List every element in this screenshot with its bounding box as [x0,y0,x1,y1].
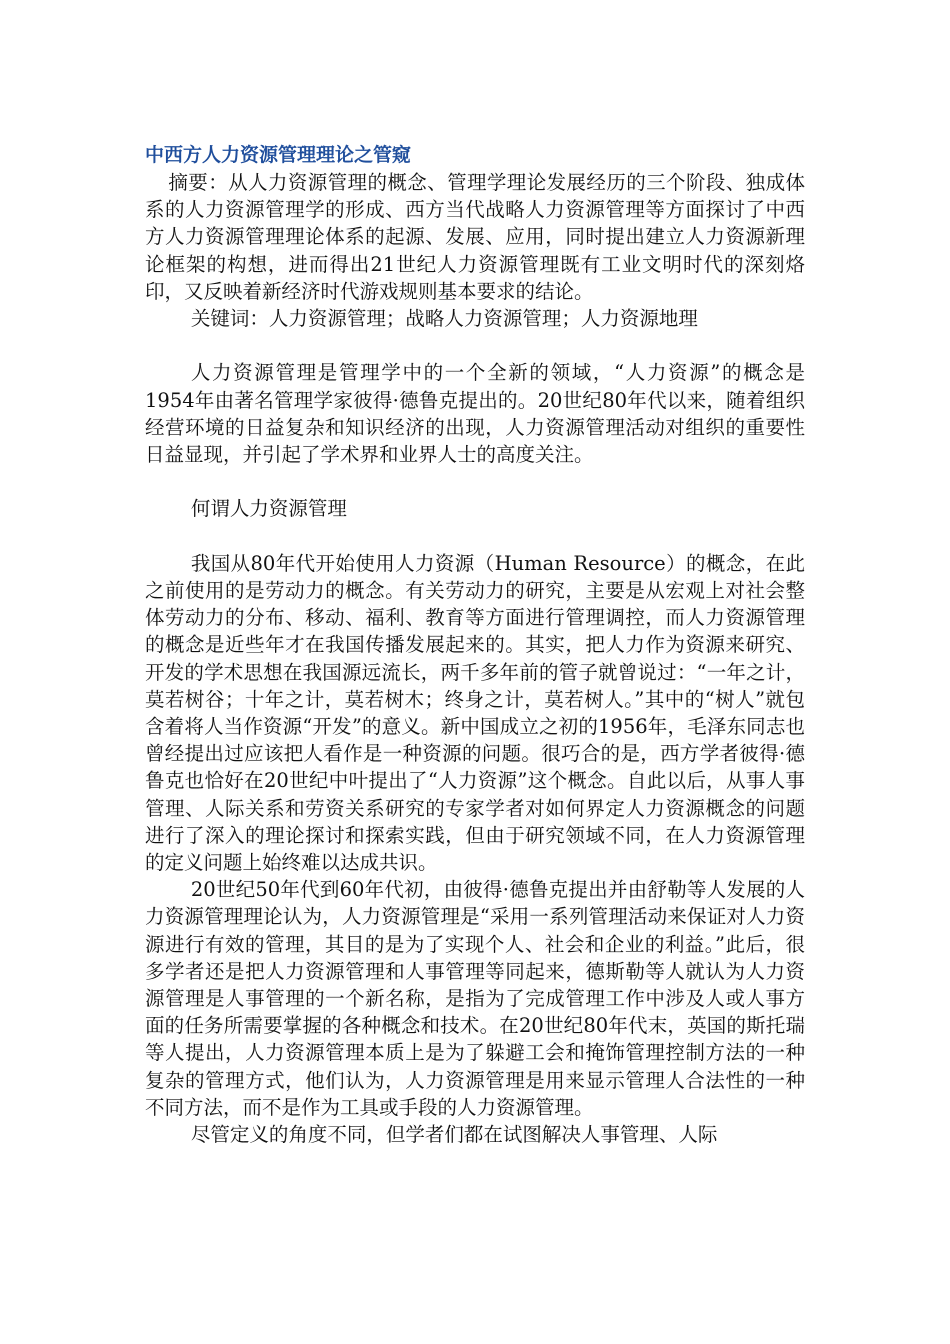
blank-line [145,468,805,495]
body-paragraph-3: 尽管定义的角度不同，但学者们都在试图解决人事管理、人际 [190,1123,718,1147]
document-body [145,142,805,1148]
body-paragraph-2: 20世纪50年代到60年代初，由彼得·德鲁克提出并由舒勒等人发展的人力资源管理理论认为，人力资源管理是“采用一系列管理活动来保证对人力资源进行有效的管理，其目的是为了实现个人、社会和企业的利益。”此后，很多学者还是把人力资源管理和人事管理等同起来，德斯勒等人就认为人力资源管理是人事管理的一个新名称，是指为了完成管理工作中涉及人或人事方面的任务所需要掌握的各种概念和技术。在20世纪80年代末，英国的斯托瑞等人提出，人力资源管理本质上是为了躲避工会和掩饰管理控制方法的一种复杂的管理方式，他们认为，人力资源管理是用来显示管理人合法性的一种不同方法，而不是作为工具或手段的人力资源管理。 [145,878,805,1119]
intro-paragraph: 人力资源管理是管理学中的一个全新的领域，“人力资源”的概念是1954年由著名管理学家彼得·德鲁克提出的。20世纪80年代以来，随着组织经营环境的日益复杂和知识经济的出现，人力资源管理活动对组织的重要性日益显现，并引起了学术界和业界人士的高度关注。 [145,361,805,467]
body-paragraph-1: 我国从80年代开始使用人力资源（Human Resource）的概念，在此之前使用的是劳动力的概念。有关劳动力的研究，主要是从宏观上对社会整体劳动力的分布、移动、福利、教育等方面进行管理调控，而人力资源管理的概念是近些年才在我国传播发展起来的。其实，把人力作为资源来研究、开发的学术思想在我国源远流长，两千多年前的管子就曾说过：“一年之计，莫若树谷；十年之计，莫若树木；终身之计，莫若树人。”其中的“树人”就包含着将人当作资源“开发”的意义。新中国成立之初的1956年，毛泽东同志也曾经提出过应该把人看作是一种资源的问题。很巧合的是，西方学者彼得·德鲁克也恰好在20世纪中叶提出了“人力资源”这个概念。自此以后，从事人事管理、人际关系和劳资关系研究的专家学者对如何界定人力资源概念的问题进行了深入的理论探讨和探索实践，但由于研究领域不同，在人力资源管理的定义问题上始终难以达成共识。 [145,551,805,875]
blank-line [145,523,805,550]
keywords-line: 关键词：人力资源管理；战略人力资源管理；人力资源地理 [190,307,698,331]
section-heading: 何谓人力资源管理 [190,497,347,521]
blank-line [145,332,805,359]
document-title: 中西方人力资源管理理论之管窥 [145,144,412,166]
abstract-paragraph: 摘要：从人力资源管理的概念、管理学理论发展经历的三个阶段、独成体系的人力资源管理学的形成、西方当代战略人力资源管理等方面探讨了中西方人力资源管理理论体系的起源、发展、应用，同时提出建立人力资源新理论框架的构想，进而得出21世纪人力资源管理既有工业文明时代的深刻烙印，又反映着新经济时代游戏规则基本要求的结论。 [145,171,805,303]
